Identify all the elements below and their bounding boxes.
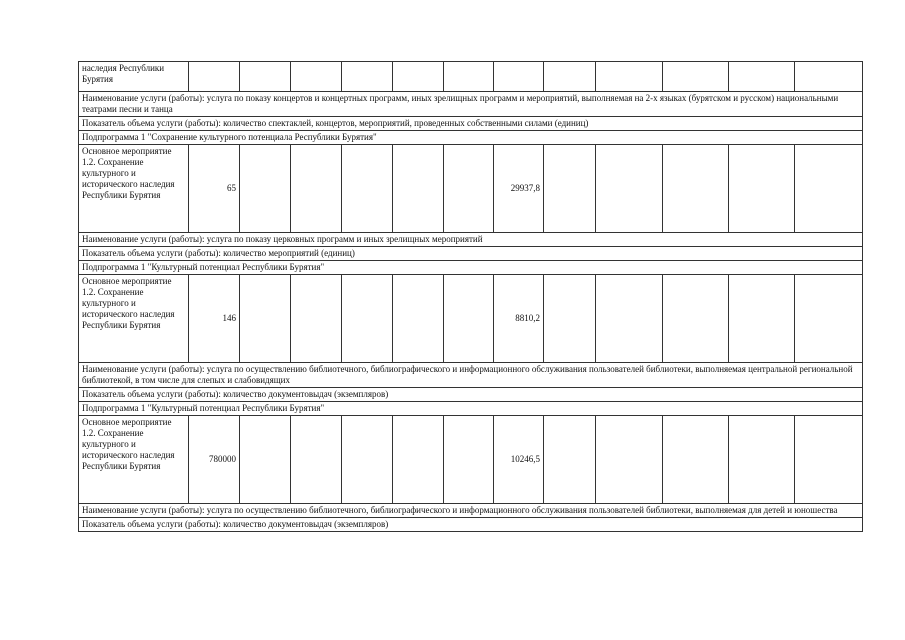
quantity-cell: 780000 — [189, 416, 240, 504]
table-row-info — [79, 518, 863, 532]
amount-cell: 8810,2 — [494, 275, 544, 363]
table-row-measure — [79, 275, 863, 363]
amount-cell: 29937,8 — [494, 145, 544, 233]
table-row-info — [79, 247, 863, 261]
quantity-cell — [189, 62, 240, 92]
amount-cell — [494, 62, 544, 92]
document-page — [78, 61, 862, 532]
info-cell: Наименование услуги (работы): услуга по показу концертов и концертных программ, иных зрелищных программ и мероприятий, выполняемая на 2-х языках (бурятском и русском) национальными театрами песни и танца — [79, 92, 863, 117]
table-row-measure — [79, 416, 863, 504]
table-row-measure — [79, 62, 863, 92]
empty-cell — [240, 416, 291, 504]
info-cell: Наименование услуги (работы): услуга по осуществлению библиотечного, библиографического и информационного обслуживания пользователей библиотеки, выполняемая центральной региональной библиотекой, в том числе для слепых и слабовидящих — [79, 363, 863, 388]
table-row-info — [79, 363, 863, 388]
empty-cell — [444, 416, 494, 504]
empty-cell — [544, 275, 596, 363]
empty-cell — [663, 275, 729, 363]
empty-cell — [342, 275, 393, 363]
services-table — [78, 61, 863, 532]
empty-cell — [342, 145, 393, 233]
quantity-cell: 146 — [189, 275, 240, 363]
empty-cell — [291, 145, 342, 233]
empty-cell — [393, 416, 444, 504]
info-cell: Подпрограмма 1 "Сохранение культурного потенциала Республики Бурятия" — [79, 131, 863, 145]
amount-cell: 10246,5 — [494, 416, 544, 504]
table-row-info — [79, 233, 863, 247]
empty-cell — [729, 145, 795, 233]
info-cell: Показатель объема услуги (работы): количество спектаклей, концертов, мероприятий, проведенных собственными силами (единиц) — [79, 117, 863, 131]
table-row-info — [79, 388, 863, 402]
table-body — [79, 62, 863, 532]
info-cell: Показатель объема услуги (работы): количество документовыдач (экземпляров) — [79, 518, 863, 532]
empty-cell — [393, 275, 444, 363]
empty-cell — [663, 416, 729, 504]
table-row-info — [79, 117, 863, 131]
empty-cell — [795, 62, 863, 92]
empty-cell — [393, 145, 444, 233]
empty-cell — [544, 416, 596, 504]
info-cell: Показатель объема услуги (работы): количество мероприятий (единиц) — [79, 247, 863, 261]
empty-cell — [291, 275, 342, 363]
empty-cell — [393, 62, 444, 92]
empty-cell — [596, 416, 663, 504]
empty-cell — [342, 62, 393, 92]
empty-cell — [240, 145, 291, 233]
empty-cell — [240, 275, 291, 363]
info-cell: Подпрограмма 1 "Культурный потенциал Республики Бурятия" — [79, 402, 863, 416]
quantity-cell: 65 — [189, 145, 240, 233]
empty-cell — [444, 145, 494, 233]
empty-cell — [544, 62, 596, 92]
measure-name-cell: наследия Республики Бурятия — [79, 62, 189, 92]
table-row-info — [79, 92, 863, 117]
empty-cell — [240, 62, 291, 92]
empty-cell — [729, 275, 795, 363]
empty-cell — [291, 62, 342, 92]
empty-cell — [729, 62, 795, 92]
table-row-info — [79, 504, 863, 518]
empty-cell — [596, 275, 663, 363]
empty-cell — [663, 145, 729, 233]
empty-cell — [444, 275, 494, 363]
table-row-measure — [79, 145, 863, 233]
empty-cell — [596, 145, 663, 233]
empty-cell — [291, 416, 342, 504]
table-row-info — [79, 131, 863, 145]
empty-cell — [342, 416, 393, 504]
empty-cell — [663, 62, 729, 92]
empty-cell — [795, 416, 863, 504]
table-row-info — [79, 261, 863, 275]
measure-name-cell: Основное мероприятие 1.2. Сохранение культурного и исторического наследия Республики Бурятия — [79, 145, 189, 233]
measure-name-cell: Основное мероприятие 1.2. Сохранение культурного и исторического наследия Республики Бурятия — [79, 416, 189, 504]
info-cell: Наименование услуги (работы): услуга по показу церковных программ и иных зрелищных мероприятий — [79, 233, 863, 247]
empty-cell — [544, 145, 596, 233]
empty-cell — [444, 62, 494, 92]
empty-cell — [795, 145, 863, 233]
table-row-info — [79, 402, 863, 416]
empty-cell — [596, 62, 663, 92]
empty-cell — [795, 275, 863, 363]
info-cell: Наименование услуги (работы): услуга по осуществлению библиотечного, библиографического и информационного обслуживания пользователей библиотеки, выполняемая для детей и юношества — [79, 504, 863, 518]
info-cell: Показатель объема услуги (работы): количество документовыдач (экземпляров) — [79, 388, 863, 402]
measure-name-cell: Основное мероприятие 1.2. Сохранение культурного и исторического наследия Республики Бурятия — [79, 275, 189, 363]
empty-cell — [729, 416, 795, 504]
info-cell: Подпрограмма 1 "Культурный потенциал Республики Бурятия" — [79, 261, 863, 275]
